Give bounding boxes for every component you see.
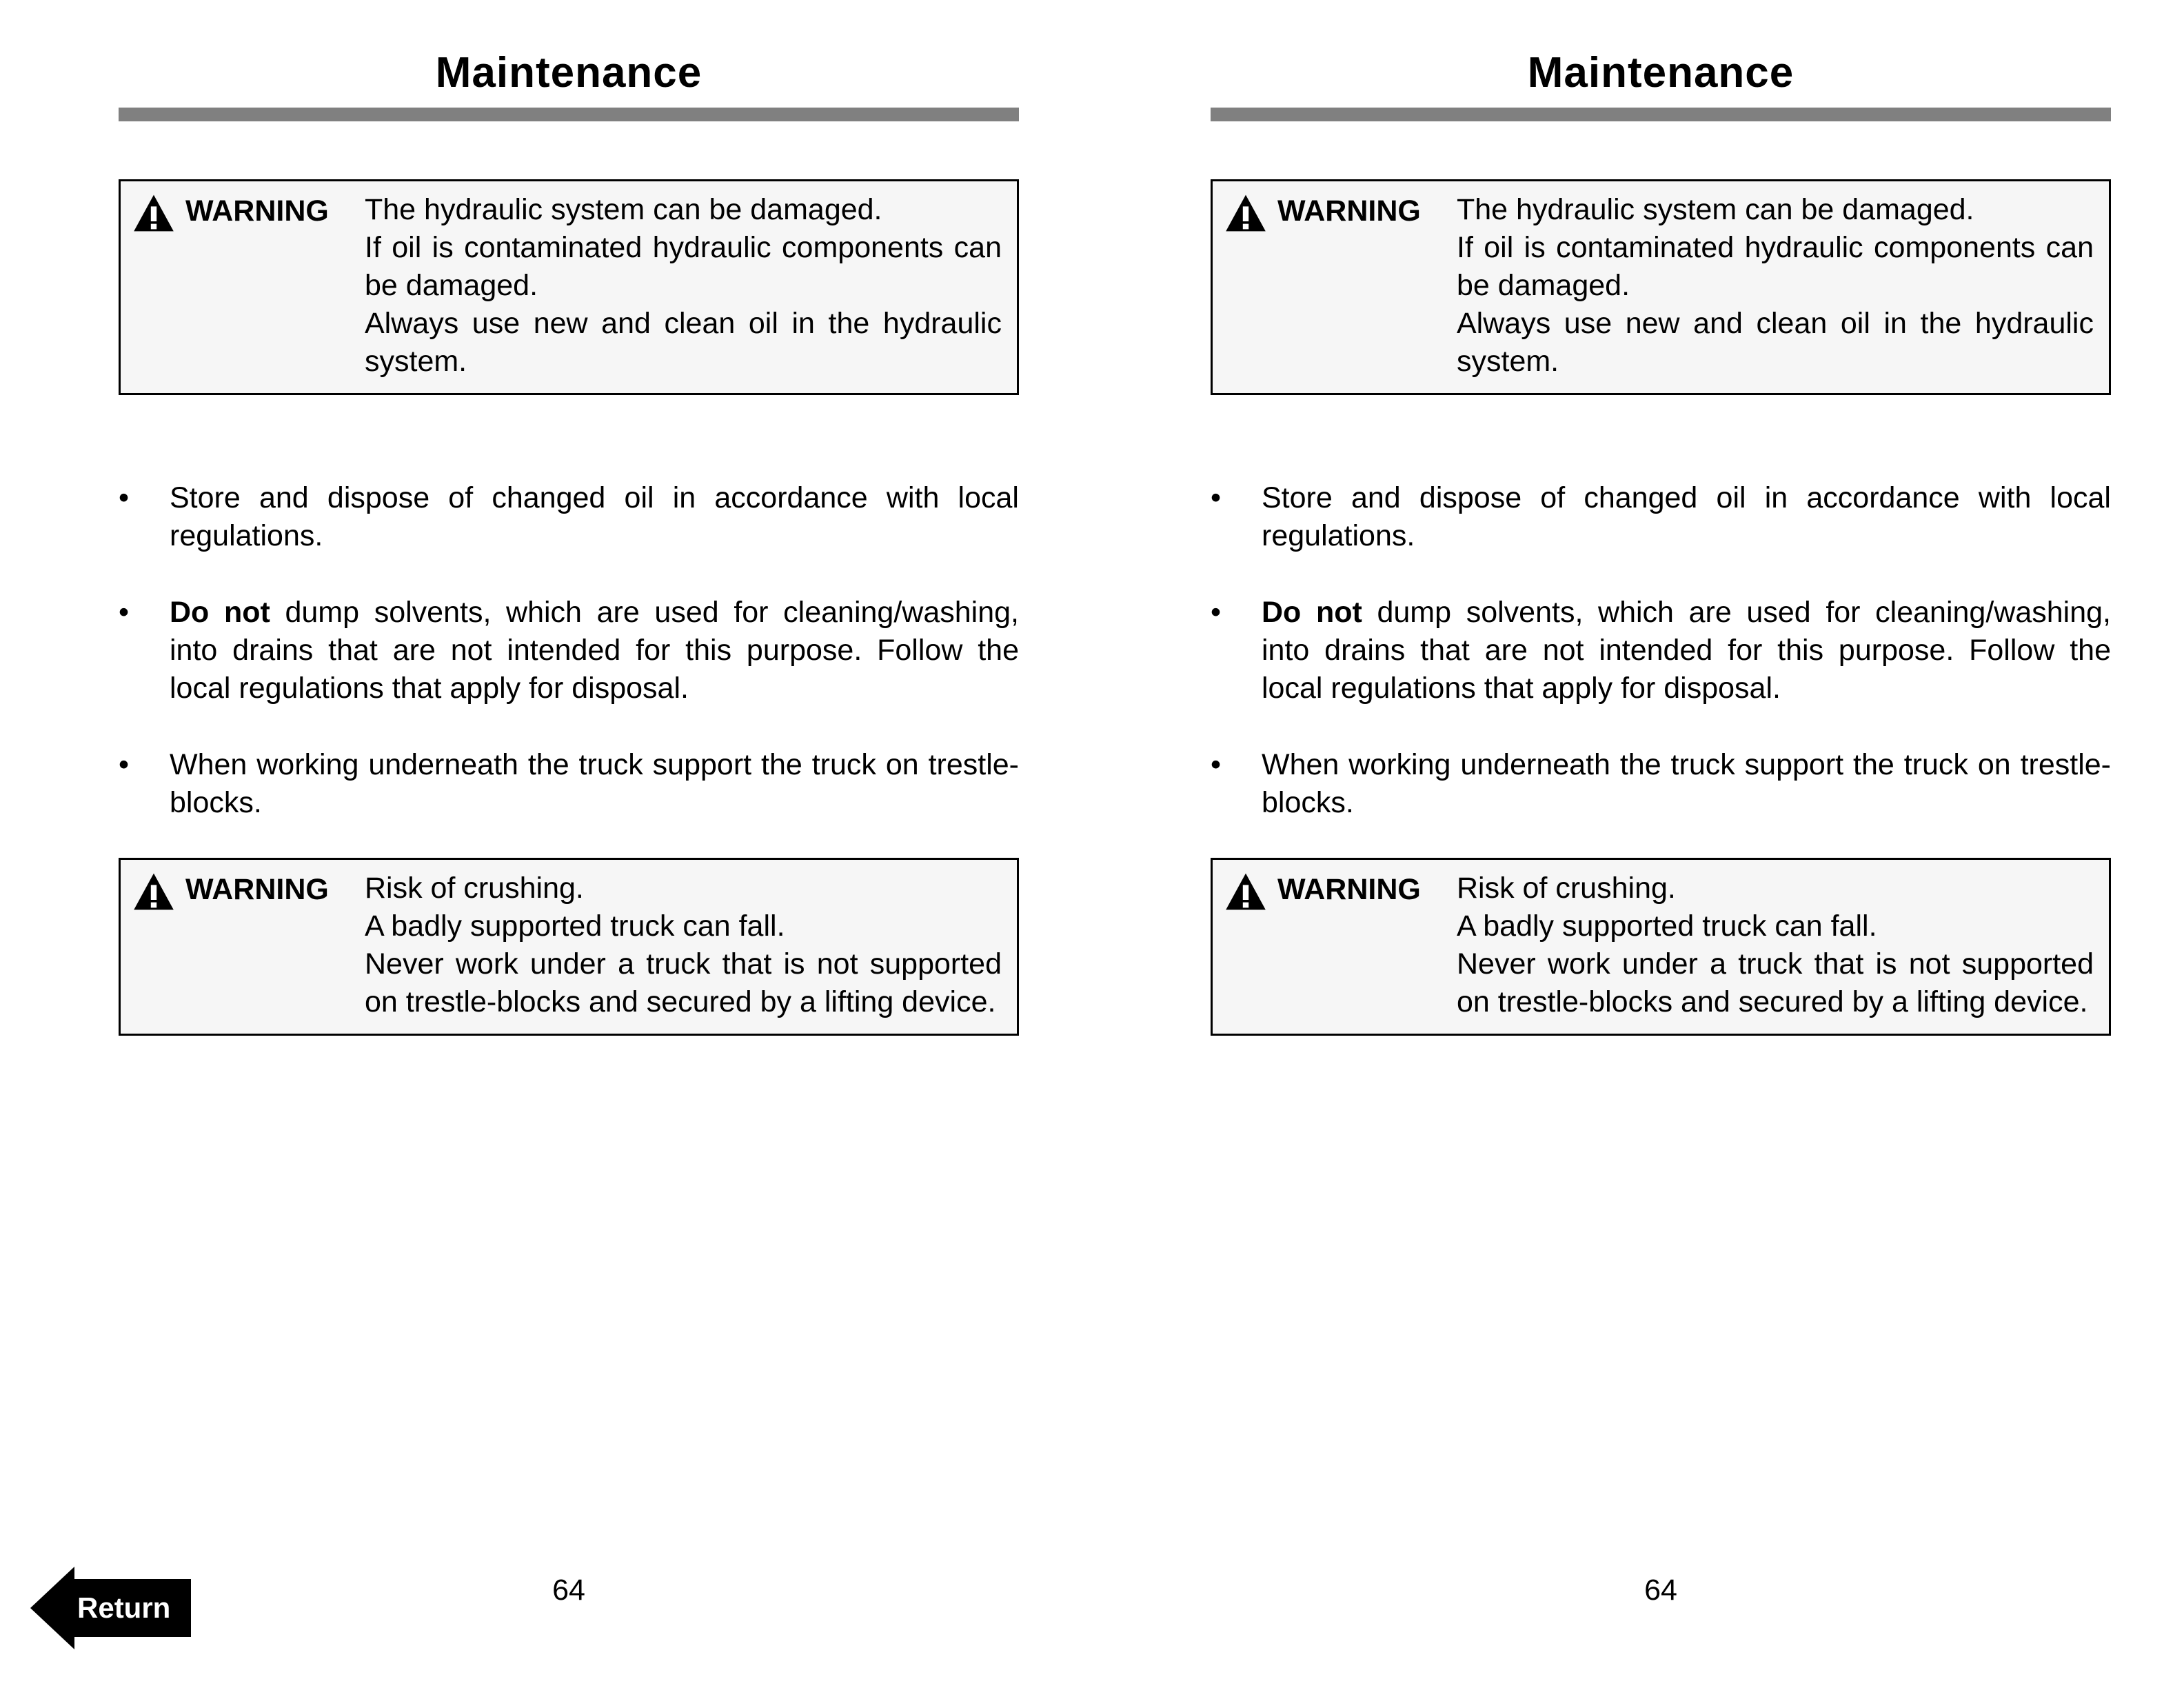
warning-text: [1457, 191, 2094, 381]
return-arrow-icon: [30, 1567, 74, 1649]
warning-header: [1225, 870, 1457, 911]
warning-line: Always use new and clean oil in the hydraulic system.: [365, 307, 1002, 378]
warning-triangle-icon: [133, 194, 174, 232]
bullet-icon: •: [119, 596, 130, 629]
list-item-text: [170, 479, 1019, 555]
warning-text: [1457, 870, 2094, 1021]
warning-line: If oil is contaminated hydraulic components can be damaged.: [1457, 231, 2094, 302]
bullet-icon: •: [119, 748, 130, 781]
title-rule: [119, 108, 1019, 121]
return-button-label: Return: [74, 1579, 191, 1637]
title-rule: [1211, 108, 2111, 121]
list-item: [1211, 746, 2111, 822]
bullet-list: [119, 479, 1019, 822]
list-item-rest: When working underneath the truck support the truck on trestle-blocks.: [170, 748, 1019, 819]
list-item: [119, 594, 1019, 707]
list-item: [119, 746, 1019, 822]
bullet-icon: •: [1211, 596, 1222, 629]
warning-label: WARNING: [1277, 873, 1421, 906]
warning-line: A badly supported truck can fall.: [365, 910, 785, 943]
warning-line: Risk of crushing.: [1457, 872, 1676, 905]
list-item-bold: Do not: [170, 596, 270, 629]
warning-label: WARNING: [185, 194, 329, 228]
bullet-icon: •: [1211, 481, 1222, 514]
list-item-text: [170, 746, 1019, 822]
page-right: [1092, 0, 2184, 1688]
warning-line: If oil is contaminated hydraulic components can be damaged.: [365, 231, 1002, 302]
page-right-content: [1211, 0, 2111, 1036]
warning-triangle-icon: [1225, 872, 1266, 911]
warning-line: A badly supported truck can fall.: [1457, 910, 1877, 943]
list-item-rest: dump solvents, which are used for cleaning/washing, into drains that are not intended for this purpose. Follow the local regulations that apply for disposal.: [1262, 596, 2111, 705]
list-item-rest: Store and dispose of changed oil in accordance with local regulations.: [170, 481, 1019, 552]
list-item-text: [1262, 479, 2111, 555]
warning-line: Never work under a truck that is not supported on trestle-blocks and secured by a lifting device.: [1457, 947, 2094, 1018]
warning-label: WARNING: [1277, 194, 1421, 228]
bullet-list: [1211, 479, 2111, 822]
list-item-bold: Do not: [1262, 596, 1362, 629]
warning-box-crushing: [1211, 858, 2111, 1036]
page-title: Maintenance: [435, 49, 702, 97]
list-item-text: [1262, 594, 2111, 707]
warning-line: The hydraulic system can be damaged.: [365, 193, 882, 226]
warning-text: [365, 870, 1002, 1021]
warning-box-hydraulic: [1211, 179, 2111, 395]
bullet-icon: •: [119, 481, 130, 514]
bullet-icon: •: [1211, 748, 1222, 781]
list-item-text: [1262, 746, 2111, 822]
warning-label: WARNING: [185, 873, 329, 906]
warning-line: Always use new and clean oil in the hydraulic system.: [1457, 307, 2094, 378]
page-number: 64: [552, 1574, 585, 1607]
warning-line: The hydraulic system can be damaged.: [1457, 193, 1974, 226]
warning-line: Risk of crushing.: [365, 872, 584, 905]
warning-triangle-icon: [1225, 194, 1266, 232]
warning-triangle-icon: [133, 872, 174, 911]
page-title: Maintenance: [1527, 49, 1794, 97]
list-item: [1211, 479, 2111, 555]
warning-box-crushing: [119, 858, 1019, 1036]
page-left-content: [119, 0, 1019, 1036]
warning-box-hydraulic: [119, 179, 1019, 395]
page-number: 64: [1644, 1574, 1677, 1607]
list-item-rest: Store and dispose of changed oil in accordance with local regulations.: [1262, 481, 2111, 552]
list-item: [1211, 594, 2111, 707]
warning-header: [133, 191, 365, 232]
list-item-text: [170, 594, 1019, 707]
list-item-rest: When working underneath the truck support the truck on trestle-blocks.: [1262, 748, 2111, 819]
list-item-rest: dump solvents, which are used for cleaning/washing, into drains that are not intended for this purpose. Follow the local regulations that apply for disposal.: [170, 596, 1019, 705]
warning-header: [133, 870, 365, 911]
warning-text: [365, 191, 1002, 381]
warning-header: [1225, 191, 1457, 232]
return-button[interactable]: [30, 1567, 191, 1649]
list-item: [119, 479, 1019, 555]
warning-line: Never work under a truck that is not supported on trestle-blocks and secured by a lifting device.: [365, 947, 1002, 1018]
